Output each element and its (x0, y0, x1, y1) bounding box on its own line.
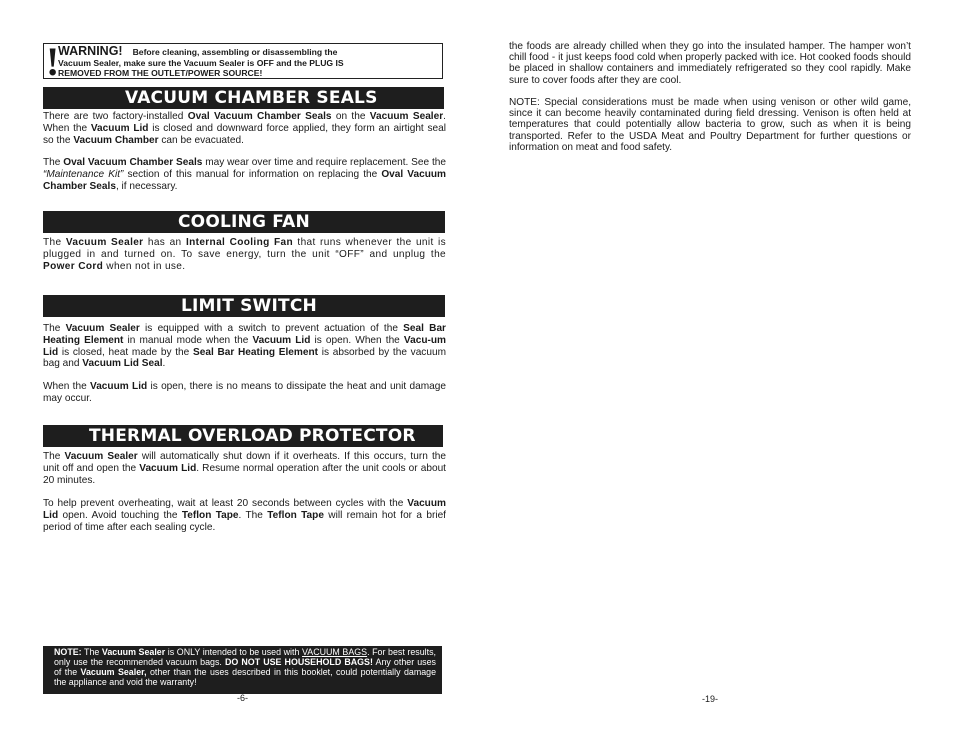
note-label: NOTE: (54, 647, 82, 657)
warning-line-3: REMOVED FROM THE OUTLET/POWER SOURCE! (58, 68, 263, 78)
paragraph-vacuum-seals-2: The Oval Vacuum Chamber Seals may wear over time and require replacement. See the “Maintenance Kit” section of this manual for information on replacing the Oval Vacuum Chamber Seals, if necessary. (43, 157, 446, 192)
warning-label: WARNING! (58, 44, 123, 58)
page-number-left: -6- (237, 693, 248, 703)
heading-vacuum-chamber-seals: VACUUM CHAMBER SEALS (43, 87, 444, 109)
warning-text (58, 46, 438, 79)
paragraph-thermal-overload-1: The Vacuum Sealer will automatically shut down if it overheats. If this occurs, turn the unit off and open the Vacuum Lid. Resume normal operation after the unit cools or about 20 minutes. (43, 451, 446, 486)
heading-thermal-overload-protector: THERMAL OVERLOAD PROTECTOR (43, 425, 443, 447)
paragraph-limit-switch-1: The Vacuum Sealer is equipped with a switch to prevent actuation of the Seal Bar Heating Element in manual mode when the Vacuum Lid is open. When the Vacu-um Lid is closed, heat made by the Seal Bar Heating Element is absorbed by the vacuum bag and Vacuum Lid Seal. (43, 323, 446, 370)
paragraph-limit-switch-2: When the Vacuum Lid is open, there is no means to dissipate the heat and unit damage may occur. (43, 381, 446, 404)
page-number-right: -19- (702, 694, 719, 704)
paragraph-thermal-overload-2: To help prevent overheating, wait at least 20 seconds between cycles with the Vacuum Lid open. Avoid touching the Teflon Tape. The Teflon Tape will remain hot for a brief period of time after each sealing cycle. (43, 498, 446, 533)
warning-box (43, 39, 443, 84)
heading-limit-switch: LIMIT SWITCH (43, 295, 445, 317)
warning-line-2: Vacuum Sealer, make sure the Vacuum Sealer is OFF and the PLUG IS (58, 57, 344, 68)
paragraph-venison-note: NOTE: Special considerations must be made when using venison or other wild game, since it can become heavily contaminated during field dressing. Venison is often held at temperatures that could potentially allow bacteria to grow, such as when it is being transported. Refer to the USDA Meat and Poultry Department for further questions or information on meat and food safety. (509, 97, 911, 153)
paragraph-cooling-fan: The Vacuum Sealer has an Internal Cooling Fan that runs whenever the unit is plugged in and turned on. To save energy, turn the unit “OFF” and unplug the Power Cord when not in use. (43, 237, 447, 272)
warning-line-1: Before cleaning, assembling or disassembling the (132, 47, 338, 57)
paragraph-food-safety: the foods are already chilled when they go into the insulated hamper. The hamper won’t chill food - it just keeps food cold when properly packed with ice. Hot cooked foods should be placed in shallow containers and immediately refrigerated so they cool rapidly. Make sure to cover foods after they are cool. (509, 41, 911, 86)
note-box: NOTE: The Vacuum Sealer is ONLY intended to be used with VACUUM BAGS. For best results, only use the recommended vacuum bags. DO NOT USE HOUSEHOLD BAGS! Any other uses of the Vacuum Sealer, other than the uses described in this booklet, could potentially damage the appliance and void the warranty! (43, 646, 442, 694)
exclamation-icon: ! (46, 39, 60, 84)
paragraph-vacuum-seals-1: There are two factory-installed Oval Vacuum Chamber Seals on the Vacuum Sealer. When the Vacuum Lid is closed and downward force applied, they form an airtight seal so the Vacuum Chamber can be evacuated. (43, 111, 446, 146)
heading-cooling-fan: COOLING FAN (43, 211, 445, 233)
